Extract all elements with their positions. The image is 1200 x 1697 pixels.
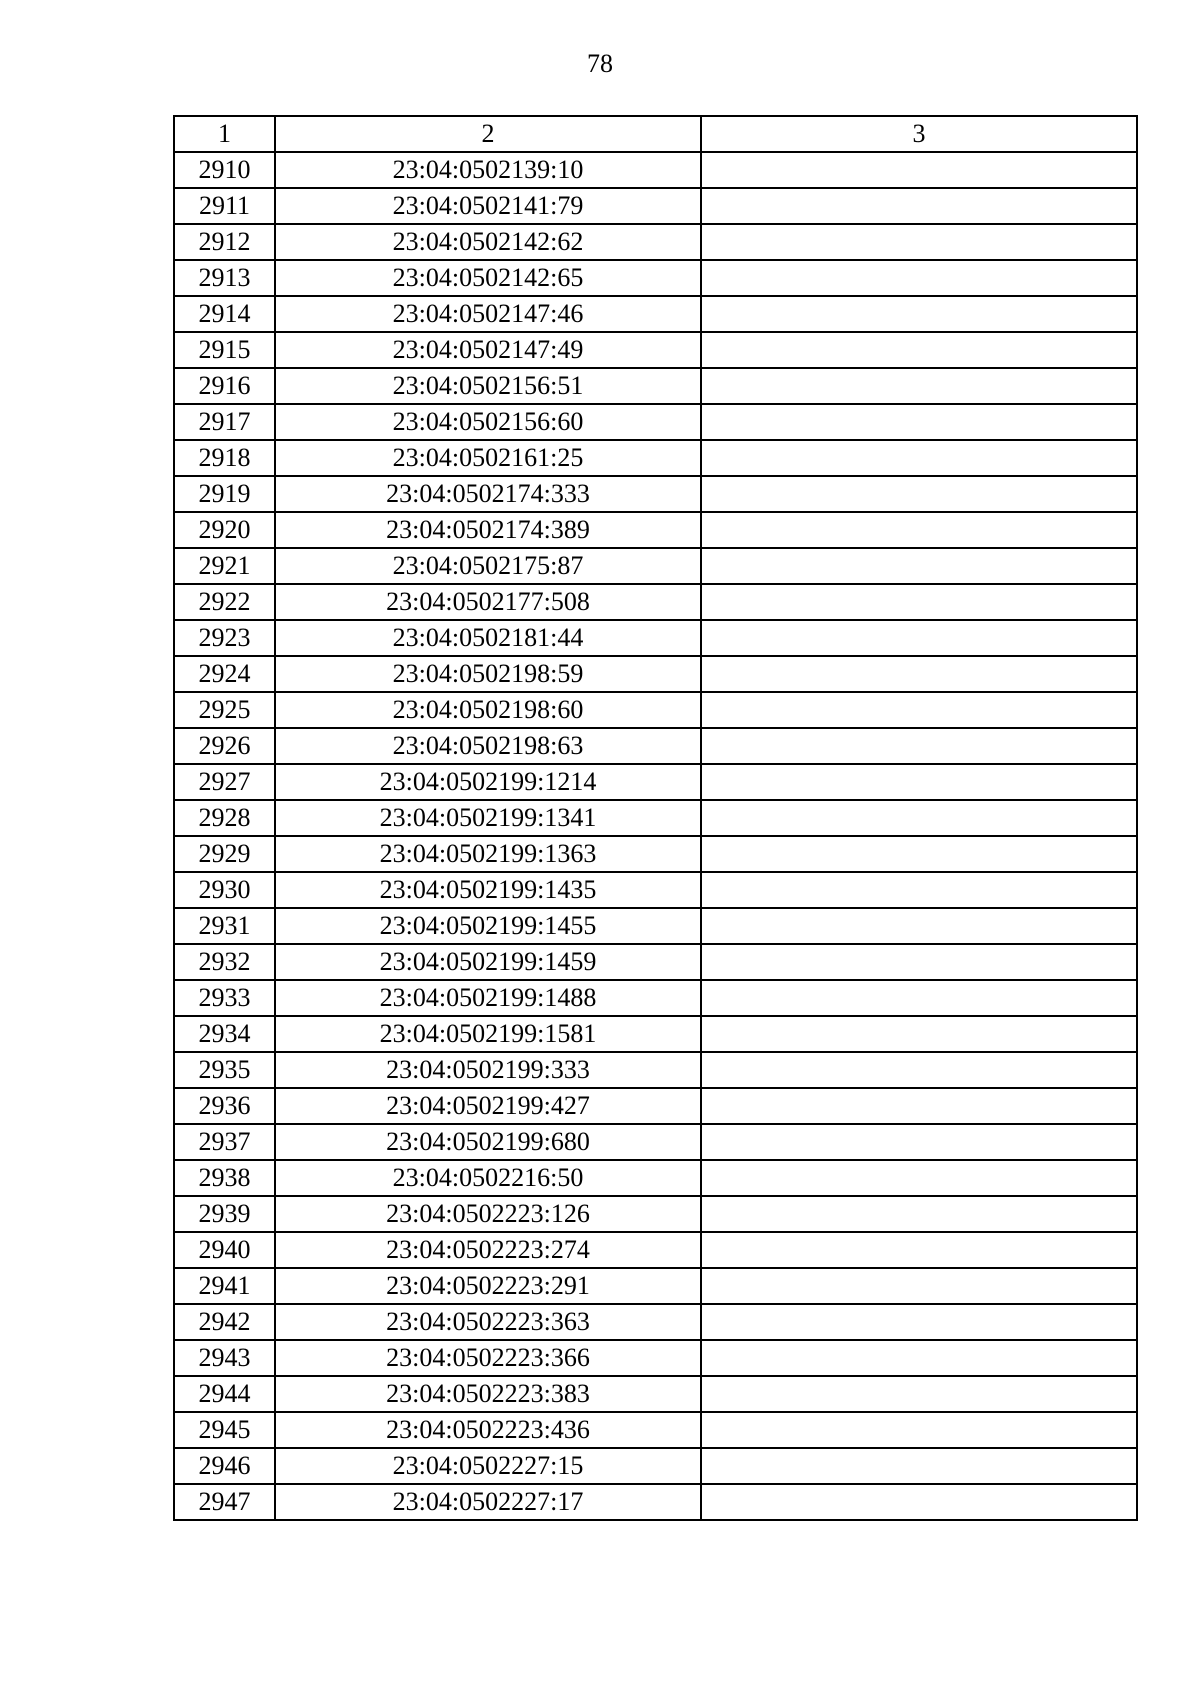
table-row	[174, 188, 1137, 224]
table-row	[174, 1268, 1137, 1304]
table-row	[174, 620, 1137, 656]
row-number-cell: 2938	[174, 1160, 275, 1196]
table-row	[174, 1376, 1137, 1412]
cadastral-number-cell: 23:04:0502175:87	[275, 548, 701, 584]
cadastral-number-cell: 23:04:0502198:60	[275, 692, 701, 728]
notes-cell	[701, 1484, 1137, 1520]
row-number-cell: 2933	[174, 980, 275, 1016]
cadastral-number-cell: 23:04:0502199:680	[275, 1124, 701, 1160]
notes-cell	[701, 1268, 1137, 1304]
column-header-2: 2	[275, 116, 701, 152]
table-row	[174, 1412, 1137, 1448]
row-number-cell: 2926	[174, 728, 275, 764]
row-number-cell: 2925	[174, 692, 275, 728]
notes-cell	[701, 728, 1137, 764]
row-number-cell: 2923	[174, 620, 275, 656]
cadastral-number-cell: 23:04:0502147:46	[275, 296, 701, 332]
table-row	[174, 260, 1137, 296]
page-number: 78	[587, 49, 613, 78]
row-number-cell: 2911	[174, 188, 275, 224]
cadastral-number-cell: 23:04:0502139:10	[275, 152, 701, 188]
table-row	[174, 152, 1137, 188]
table-row	[174, 1196, 1137, 1232]
notes-cell	[701, 152, 1137, 188]
row-number-cell: 2934	[174, 1016, 275, 1052]
table-row	[174, 1484, 1137, 1520]
table-row	[174, 836, 1137, 872]
table-row	[174, 980, 1137, 1016]
row-number-cell: 2946	[174, 1448, 275, 1484]
notes-cell	[701, 440, 1137, 476]
table-row	[174, 512, 1137, 548]
row-number-cell: 2922	[174, 584, 275, 620]
cadastral-number-cell: 23:04:0502223:436	[275, 1412, 701, 1448]
row-number-cell: 2916	[174, 368, 275, 404]
row-number-cell: 2932	[174, 944, 275, 980]
row-number-cell: 2930	[174, 872, 275, 908]
table-row	[174, 764, 1137, 800]
table-row	[174, 800, 1137, 836]
table-row	[174, 1340, 1137, 1376]
cadastral-number-cell: 23:04:0502199:333	[275, 1052, 701, 1088]
table-row	[174, 440, 1137, 476]
cadastral-number-cell: 23:04:0502199:1341	[275, 800, 701, 836]
row-number-cell: 2939	[174, 1196, 275, 1232]
table-body	[174, 152, 1137, 1520]
table-row	[174, 1052, 1137, 1088]
cadastral-number-cell: 23:04:0502142:62	[275, 224, 701, 260]
notes-cell	[701, 620, 1137, 656]
row-number-cell: 2936	[174, 1088, 275, 1124]
row-number-cell: 2920	[174, 512, 275, 548]
row-number-cell: 2940	[174, 1232, 275, 1268]
notes-cell	[701, 1016, 1137, 1052]
notes-cell	[701, 1412, 1137, 1448]
table-row	[174, 944, 1137, 980]
row-number-cell: 2913	[174, 260, 275, 296]
row-number-cell: 2912	[174, 224, 275, 260]
notes-cell	[701, 872, 1137, 908]
table-row	[174, 656, 1137, 692]
row-number-cell: 2935	[174, 1052, 275, 1088]
notes-cell	[701, 224, 1137, 260]
cadastral-number-cell: 23:04:0502223:126	[275, 1196, 701, 1232]
row-number-cell: 2941	[174, 1268, 275, 1304]
notes-cell	[701, 1304, 1137, 1340]
cadastral-number-cell: 23:04:0502223:366	[275, 1340, 701, 1376]
table-row	[174, 1016, 1137, 1052]
row-number-cell: 2929	[174, 836, 275, 872]
notes-cell	[701, 980, 1137, 1016]
notes-cell	[701, 1124, 1137, 1160]
row-number-cell: 2937	[174, 1124, 275, 1160]
notes-cell	[701, 584, 1137, 620]
cadastral-number-cell: 23:04:0502199:1455	[275, 908, 701, 944]
table-row	[174, 1160, 1137, 1196]
table-row	[174, 476, 1137, 512]
table-row	[174, 1448, 1137, 1484]
notes-cell	[701, 476, 1137, 512]
table-row	[174, 1088, 1137, 1124]
notes-cell	[701, 944, 1137, 980]
cadastral-number-cell: 23:04:0502142:65	[275, 260, 701, 296]
table-row	[174, 404, 1137, 440]
cadastral-number-cell: 23:04:0502198:59	[275, 656, 701, 692]
row-number-cell: 2915	[174, 332, 275, 368]
table-row	[174, 1232, 1137, 1268]
cadastral-number-cell: 23:04:0502199:1488	[275, 980, 701, 1016]
column-header-1: 1	[174, 116, 275, 152]
cadastral-number-cell: 23:04:0502147:49	[275, 332, 701, 368]
notes-cell	[701, 1160, 1137, 1196]
cadastral-number-cell: 23:04:0502156:60	[275, 404, 701, 440]
cadastral-number-cell: 23:04:0502181:44	[275, 620, 701, 656]
cadastral-number-cell: 23:04:0502199:1363	[275, 836, 701, 872]
cadastral-number-cell: 23:04:0502199:427	[275, 1088, 701, 1124]
notes-cell	[701, 1340, 1137, 1376]
notes-cell	[701, 260, 1137, 296]
notes-cell	[701, 908, 1137, 944]
cadastral-number-cell: 23:04:0502177:508	[275, 584, 701, 620]
cadastral-number-table	[173, 115, 1138, 1521]
notes-cell	[701, 1232, 1137, 1268]
row-number-cell: 2943	[174, 1340, 275, 1376]
cadastral-number-cell: 23:04:0502227:15	[275, 1448, 701, 1484]
cadastral-number-cell: 23:04:0502156:51	[275, 368, 701, 404]
row-number-cell: 2924	[174, 656, 275, 692]
table-row	[174, 368, 1137, 404]
cadastral-number-cell: 23:04:0502199:1435	[275, 872, 701, 908]
notes-cell	[701, 1088, 1137, 1124]
notes-cell	[701, 1448, 1137, 1484]
notes-cell	[701, 800, 1137, 836]
table-row	[174, 1124, 1137, 1160]
cadastral-number-cell: 23:04:0502216:50	[275, 1160, 701, 1196]
table-row	[174, 332, 1137, 368]
row-number-cell: 2931	[174, 908, 275, 944]
notes-cell	[701, 836, 1137, 872]
row-number-cell: 2918	[174, 440, 275, 476]
cadastral-number-cell: 23:04:0502223:383	[275, 1376, 701, 1412]
notes-cell	[701, 1376, 1137, 1412]
row-number-cell: 2942	[174, 1304, 275, 1340]
row-number-cell: 2927	[174, 764, 275, 800]
cadastral-number-cell: 23:04:0502198:63	[275, 728, 701, 764]
table-row	[174, 548, 1137, 584]
notes-cell	[701, 1052, 1137, 1088]
notes-cell	[701, 548, 1137, 584]
cadastral-number-cell: 23:04:0502141:79	[275, 188, 701, 224]
row-number-cell: 2947	[174, 1484, 275, 1520]
notes-cell	[701, 764, 1137, 800]
table-row	[174, 296, 1137, 332]
table-row	[174, 908, 1137, 944]
cadastral-number-cell: 23:04:0502161:25	[275, 440, 701, 476]
table-row	[174, 692, 1137, 728]
table-header-row	[174, 116, 1137, 152]
row-number-cell: 2910	[174, 152, 275, 188]
cadastral-number-cell: 23:04:0502223:291	[275, 1268, 701, 1304]
row-number-cell: 2919	[174, 476, 275, 512]
notes-cell	[701, 404, 1137, 440]
row-number-cell: 2945	[174, 1412, 275, 1448]
row-number-cell: 2914	[174, 296, 275, 332]
cadastral-number-cell: 23:04:0502199:1214	[275, 764, 701, 800]
table-row	[174, 1304, 1137, 1340]
cadastral-number-cell: 23:04:0502223:363	[275, 1304, 701, 1340]
cadastral-number-cell: 23:04:0502199:1459	[275, 944, 701, 980]
table-row	[174, 584, 1137, 620]
cadastral-number-cell: 23:04:0502174:333	[275, 476, 701, 512]
column-header-3: 3	[701, 116, 1137, 152]
table-row	[174, 224, 1137, 260]
row-number-cell: 2921	[174, 548, 275, 584]
notes-cell	[701, 692, 1137, 728]
notes-cell	[701, 512, 1137, 548]
row-number-cell: 2917	[174, 404, 275, 440]
row-number-cell: 2928	[174, 800, 275, 836]
row-number-cell: 2944	[174, 1376, 275, 1412]
table-row	[174, 728, 1137, 764]
notes-cell	[701, 188, 1137, 224]
notes-cell	[701, 368, 1137, 404]
cadastral-number-cell: 23:04:0502174:389	[275, 512, 701, 548]
notes-cell	[701, 1196, 1137, 1232]
notes-cell	[701, 332, 1137, 368]
cadastral-number-cell: 23:04:0502199:1581	[275, 1016, 701, 1052]
notes-cell	[701, 296, 1137, 332]
cadastral-number-cell: 23:04:0502223:274	[275, 1232, 701, 1268]
notes-cell	[701, 656, 1137, 692]
table-row	[174, 872, 1137, 908]
cadastral-number-cell: 23:04:0502227:17	[275, 1484, 701, 1520]
